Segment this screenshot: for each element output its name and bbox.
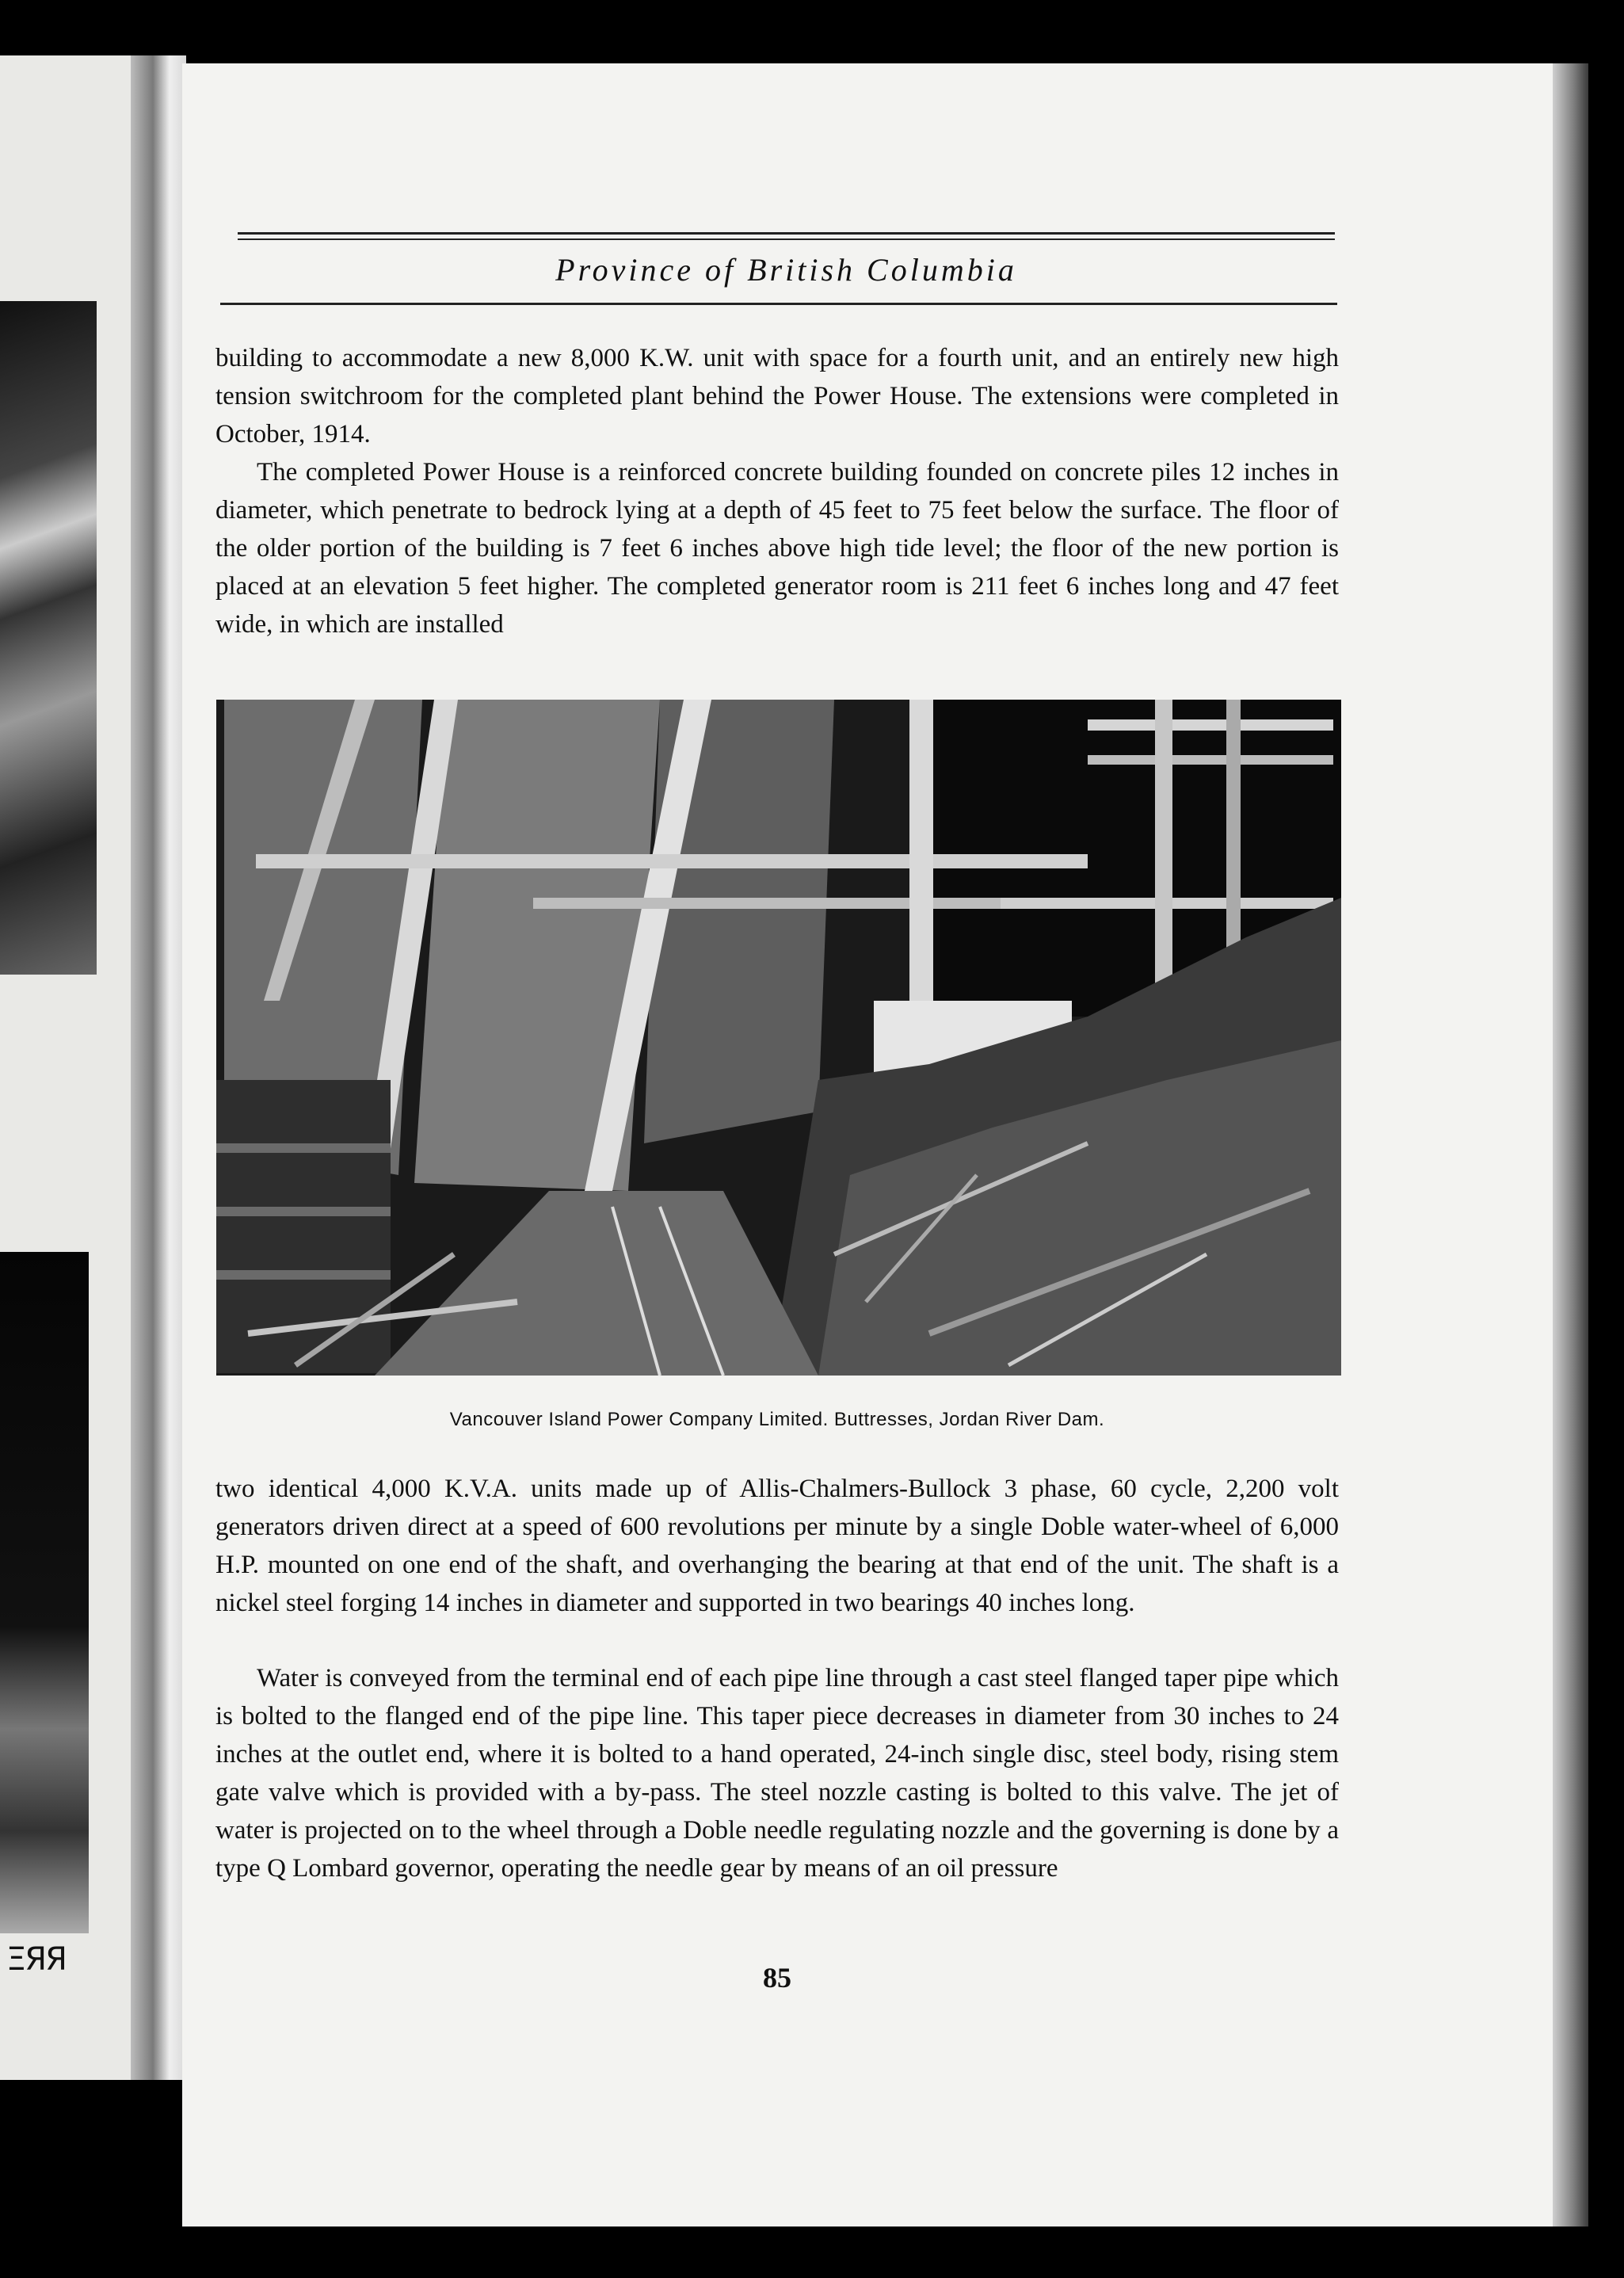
paragraph: The completed Power House is a reinforced concrete building founded on concrete piles 12 inches in diameter, which penetrate to bedrock lying at a depth of 45 feet to 75 feet below the surface. The floor of the older portion of the building is 7 feet 6 inches above high tide level; the floor of the new portion is placed at an elevation 5 feet higher. The completed generator room is 211 feet 6 inches long and 47 feet wide, in which are installed	[215, 458, 1339, 639]
header-rule	[220, 303, 1337, 305]
paragraph: building to accommodate a new 8,000 K.W. unit with space for a fourth unit, and an entirely new high tension switchroom for the completed plant behind the Power House. The extensions were completed in October, 1914.	[215, 344, 1339, 448]
photo-illustration	[216, 700, 1341, 1376]
header-rule	[238, 238, 1335, 240]
running-head: Province of British Columbia	[555, 252, 1017, 288]
paragraph: two identical 4,000 K.V.A. units made up of Allis-Chalmers-Bullock 3 phase, 60 cycle, 2,200 volt generators driven direct at a speed of 600 revolutions per minute by a single Doble water-wheel of 6,000 H.P. mounted on one end of the shaft, and overhanging the bearing at that end of the unit. The shaft is a nickel steel forging 14 inches in diameter and supported in two bearings 40 inches long.	[215, 1475, 1339, 1617]
figure-caption: Vancouver Island Power Company Limited. Buttresses, Jordan River Dam.	[449, 1409, 1105, 1430]
paragraph: Water is conveyed from the terminal end of each pipe line through a cast steel flanged taper pipe which is bolted to the flanged end of the pipe line. This taper piece decreases in diameter from 30 inches to 24 inches at the outlet end, where it is bolted to a hand operated, 24-inch single disc, steel body, rising stem gate valve which is provided with a by-pass. The steel nozzle casting is bolted to this valve. The jet of water is projected on to the wheel through a Doble needle regulating nozzle and the governing is done by a type Q Lombard governor, operating the needle gear by means of an oil pressure	[215, 1664, 1339, 1883]
left-page-caption-fragment: ΞЯЯ	[6, 1941, 66, 1978]
left-facing-page	[0, 55, 131, 2080]
page-edge	[1553, 63, 1588, 2226]
dam-buttresses-photo	[216, 700, 1341, 1376]
page-number: 85	[763, 1962, 791, 1994]
left-page-photo-top	[0, 301, 97, 975]
left-page-photo-bottom	[0, 1252, 89, 1933]
book-spine	[131, 55, 186, 2080]
header-rule	[238, 232, 1335, 235]
